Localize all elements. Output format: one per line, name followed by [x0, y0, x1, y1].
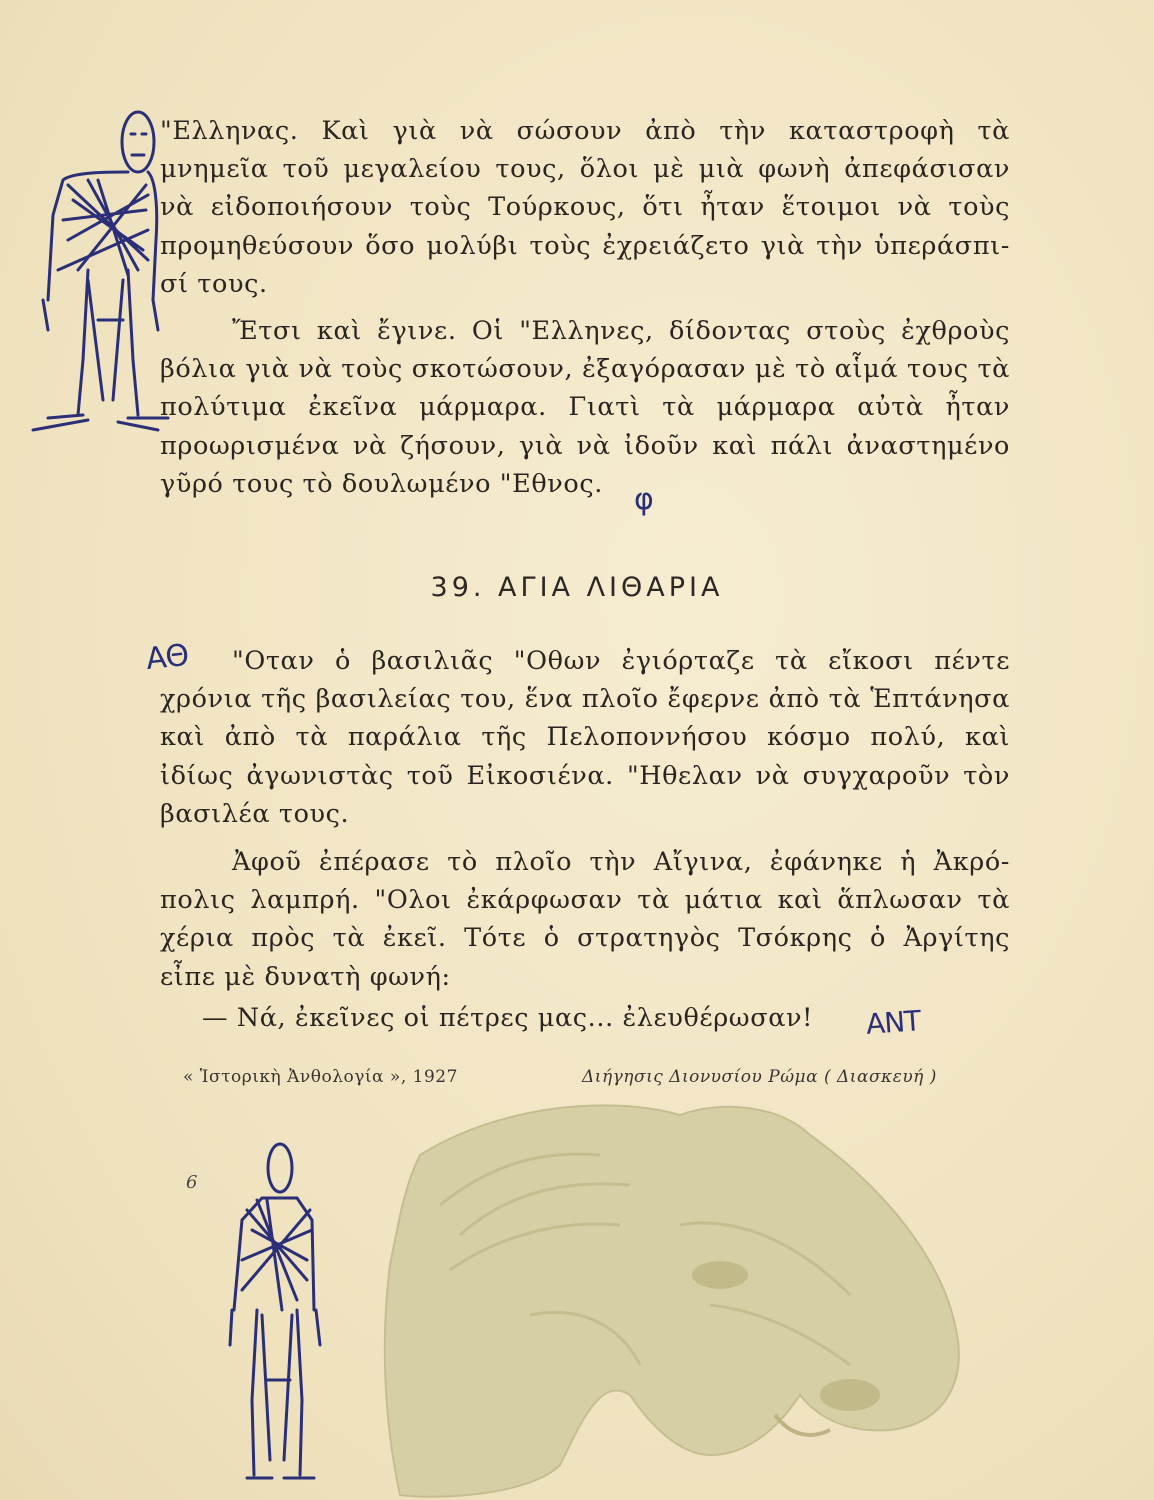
text-line: βασιλέα τους.	[160, 798, 350, 829]
text-line: Ἀφοῦ ἐπέρασε τὸ πλοῖο τὴν Αἴγινα, ἐφάνηκε ἡ Ἀκρό-	[232, 847, 1010, 877]
text-line: χρόνια τῆς βασιλείας του, ἕνα πλοῖο ἔφερνε ἀπὸ τὰ Ἑπτάνησα	[160, 684, 1010, 715]
text-line: βόλια γιὰ νὰ τοὺς σκοτώσουν, ἐξαγόρασαν μὲ τὸ αἷμά τους τὰ	[160, 354, 1010, 385]
text-line: ἰδίως ἀγωνιστὰς τοῦ Εἰκοσιένα. "Ηθελαν νὰ συγχαροῦν τὸν	[160, 760, 1010, 791]
horse-head-illustration	[380, 1095, 980, 1500]
text-line: πολύτιμα ἐκεῖνα μάρμαρα. Γιατὶ τὰ μάρμαρα αὐτὰ ἦταν	[160, 392, 1010, 423]
handwritten-note-top: ΑΘ	[144, 637, 190, 678]
text-line: εἶπε μὲ δυνατὴ φωνή:	[160, 961, 451, 992]
paragraph-1	[160, 112, 1010, 303]
handwritten-note-bottom: ΑΝΤ	[864, 1004, 922, 1041]
source-credit: « Ἱστορικὴ Ἀνθολογία », 1927	[183, 1067, 458, 1087]
text-line: μνημεῖα τοῦ μεγαλείου τους, ὅλοι μὲ μιὰ φωνὴ ἀπεφάσισαν	[160, 154, 1010, 185]
text-line: σί τους.	[160, 268, 268, 299]
pen-figure-drawing-top	[28, 100, 173, 435]
text-line: χέρια πρὸς τὰ ἐκεῖ. Τότε ὁ στρατηγὸς Τσόκρης ὁ Ἀργίτης	[160, 923, 1010, 954]
text-line: Ἔτσι καὶ ἔγινε. Οἱ "Ελληνες, δίδοντας στοὺς ἐχθροὺς	[232, 316, 1010, 346]
paragraph-2	[160, 312, 1010, 503]
author-credit: Διήγησις Διονυσίου Ρώμα ( Διασκευή )	[582, 1067, 937, 1087]
pen-figure-drawing-bottom	[222, 1140, 332, 1495]
text-line: προωρισμένα νὰ ζήσουν, γιὰ νὰ ἰδοῦν καὶ πάλι ἀναστημένο	[160, 430, 1010, 461]
chapter-title: 39. ΑΓΙΑ ΛΙΘΑΡΙΑ	[430, 572, 724, 603]
text-line: "Οταν ὁ βασιλιᾶς "Οθων ἐγιόρταζε τὰ εἴκοσι πέντε	[232, 646, 1010, 676]
text-line: προμηθεύσουν ὅσο μολύβι τοὺς ἐχρειάζετο γιὰ τὴν ὑπεράσπι-	[160, 230, 1010, 261]
paragraph-4	[160, 843, 1010, 996]
text-line: νὰ εἰδοποιήσουν τοὺς Τούρκους, ὅτι ἦταν ἕτοιμοι νὰ τοὺς	[160, 192, 1010, 223]
text-line: καὶ ἀπὸ τὰ παράλια τῆς Πελοποννήσου κόσμο πολύ, καὶ	[160, 722, 1010, 753]
text-line: "Ελληνας. Καὶ γιὰ νὰ σώσουν ἀπὸ τὴν καταστροφὴ τὰ	[160, 116, 1010, 146]
quote-line: — Νά, ἐκεῖνες οἱ πέτρες μας... ἐλευθέρωσαν!	[202, 1003, 813, 1033]
handwritten-mark: φ	[634, 482, 654, 517]
text-line: γῦρό τους τὸ δουλωμένο "Εθνος.	[160, 468, 603, 499]
paragraph-3	[160, 642, 1010, 833]
text-line: πολις λαμπρή. "Ολοι ἐκάρφωσαν τὰ μάτια καὶ ἅπλωσαν τὰ	[160, 885, 1010, 916]
page-number: 6	[186, 1172, 198, 1193]
